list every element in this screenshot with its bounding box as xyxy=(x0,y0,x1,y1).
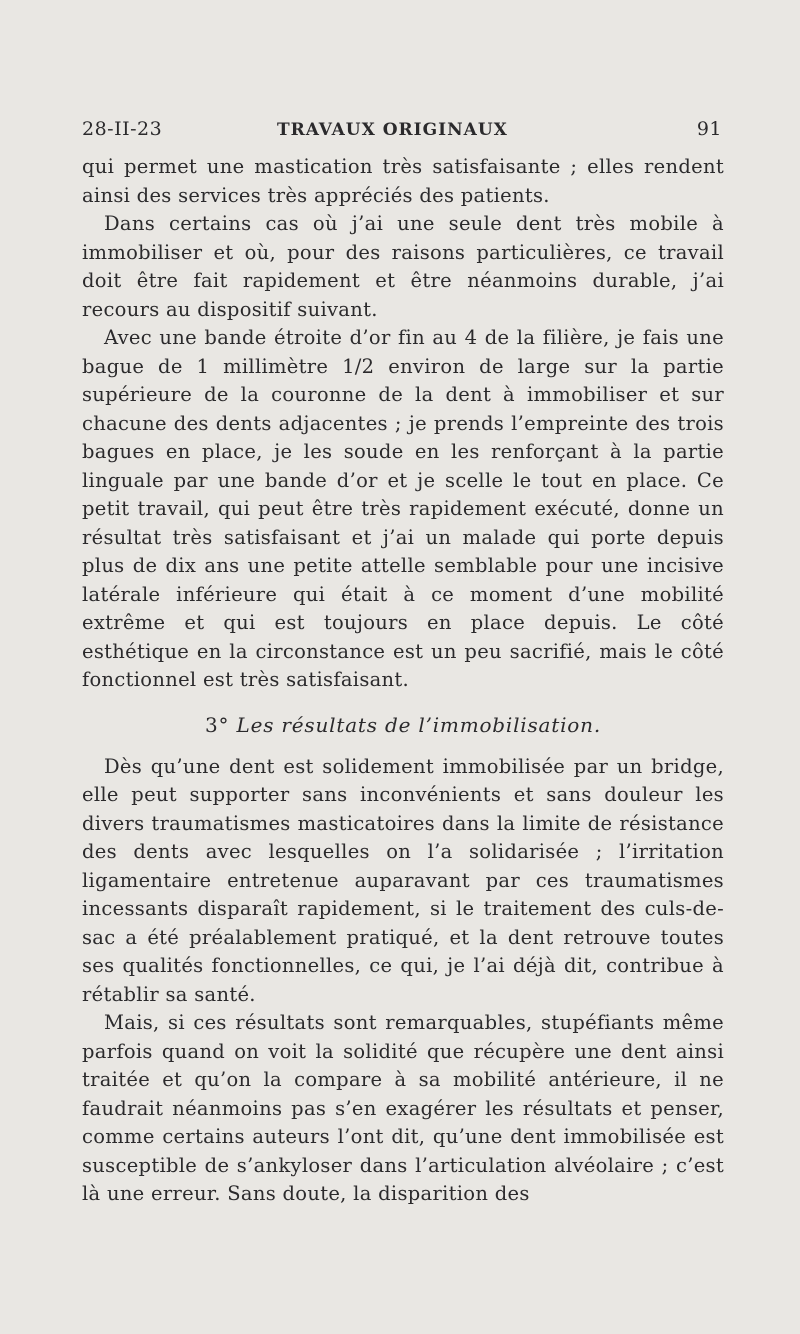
section-number: 3° xyxy=(204,712,230,737)
page-number: 91 xyxy=(696,118,722,140)
section-title: Les résultats de l’immobilisation. xyxy=(236,712,601,737)
section-heading xyxy=(82,711,724,739)
running-header xyxy=(82,118,722,142)
body-text xyxy=(82,153,724,1209)
paragraph-5: Mais, si ces résultats sont remarquables, stupéfiants même parfois quand on voit la solidité que récupère une dent ainsi traitée et qu’on la compare à sa mobilité antérieure, il ne faudrait néanmoins pas s’en exagérer les résultats et penser, comme certains auteurs l’ont dit, qu’une dent immobilisée est susceptible de s’ankyloser dans l’articulation alvéolaire ; c’est là une erreur. Sans doute, la disparition des xyxy=(82,1011,724,1205)
paragraph-1: qui permet une mastication très satisfaisante ; elles rendent ainsi des services très appréciés des patients. xyxy=(82,155,724,207)
header-date: 28-II-23 xyxy=(82,118,163,140)
header-title: TRAVAUX ORIGINAUX xyxy=(277,120,508,140)
paragraph-4: Dès qu’une dent est solidement immobilisée par un bridge, elle peut supporter sans inconvénients et sans douleur les divers traumatismes masticatoires dans la limite de résistance des dents avec lesquelles on l’a solidarisée ; l’irritation ligamentaire entretenue auparavant par ces traumatismes incessants disparaît rapidement, si le traitement des culs-de-sac a été préalablement pratiqué, et la dent retrouve toutes ses qualités fonctionnelles, ce qui, je l’ai déjà dit, contribue à rétablir sa santé. xyxy=(82,754,724,1006)
paragraph-2: Dans certains cas où j’ai une seule dent très mobile à immobiliser et où, pour des raisons particulières, ce travail doit être fait rapidement et être néanmoins durable, j’ai recours au dispositif suivant. xyxy=(82,212,724,321)
paragraph-3: Avec une bande étroite d’or fin au 4 de la filière, je fais une bague de 1 millimètre 1/2 environ de large sur la partie supérieure de la couronne de la dent à immobiliser et sur chacune des dents adjacentes ; je prends l’empreinte des trois bagues en place, je les soude en les renforçant à la partie linguale par une bande d’or et je scelle le tout en place. Ce petit travail, qui peut être très rapidement exécuté, donne un résultat très satisfaisant et j’ai un malade qui porte depuis plus de dix ans une petite attelle semblable pour une incisive latérale inférieure qui était à ce moment d’une mobilité extrême et qui est toujours en place depuis. Le côté esthétique en la circonstance est un peu sacrifié, mais le côté fonctionnel est très satisfaisant. xyxy=(82,326,724,691)
